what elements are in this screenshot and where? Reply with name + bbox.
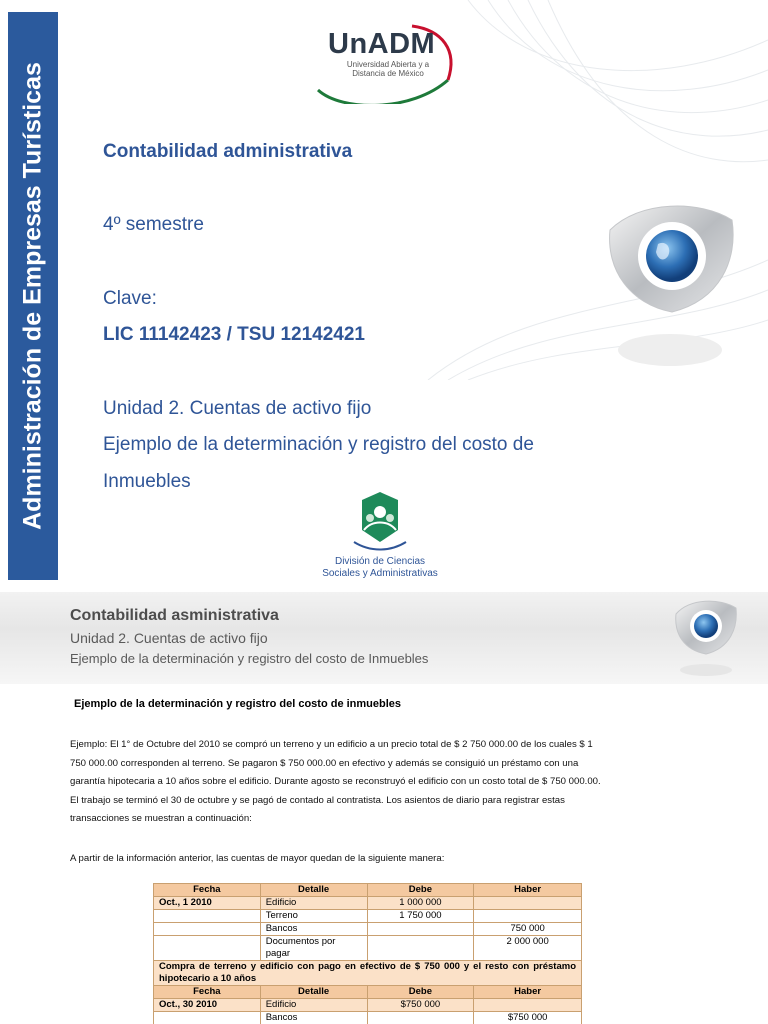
unit-title: Unidad 2. Cuentas de activo fijo bbox=[103, 398, 372, 419]
ledger-table bbox=[153, 883, 582, 1024]
logo-subtitle-line2: Distancia de México bbox=[352, 69, 424, 78]
header-cell: Debe bbox=[367, 884, 474, 897]
example-title-line2: Inmuebles bbox=[103, 471, 191, 492]
table-cell: Oct., 1 2010 bbox=[154, 897, 261, 910]
course-title: Contabilidad administrativa bbox=[103, 141, 353, 162]
table-cell: Bancos bbox=[260, 923, 367, 936]
table-cell: 750 000 bbox=[474, 923, 582, 936]
logo-title: UnADM bbox=[328, 28, 436, 60]
table-cell bbox=[154, 936, 261, 961]
table-cell: 2 000 000 bbox=[474, 936, 582, 961]
table-cell: Bancos bbox=[260, 1012, 367, 1024]
table-cell: Edificio bbox=[260, 897, 367, 910]
table-row bbox=[154, 923, 582, 936]
paragraph-line: El trabajo se terminó el 30 de octubre y se pagó de contado al contratista. Los asientos de diario para registrar estas bbox=[70, 794, 565, 806]
table-header-row bbox=[154, 986, 582, 999]
division-label-line1: División de Ciencias bbox=[334, 556, 426, 567]
table-row bbox=[154, 910, 582, 923]
table-cell: Oct., 30 2010 bbox=[154, 999, 261, 1012]
paragraph-line: transacciones se muestran a continuación: bbox=[70, 813, 252, 825]
table-cell: $750 000 bbox=[367, 999, 474, 1012]
unadm-logo bbox=[312, 20, 460, 104]
table-cell bbox=[474, 910, 582, 923]
table-cell bbox=[474, 897, 582, 910]
table-note-row bbox=[154, 961, 582, 986]
logo-subtitle bbox=[342, 60, 434, 78]
table-cell: $750 000 bbox=[474, 1012, 582, 1024]
logo-subtitle-line1: Universidad Abierta y a bbox=[346, 60, 430, 69]
header-cell: Haber bbox=[474, 986, 582, 999]
intro-paragraph: A partir de la información anterior, las cuentas de mayor quedan de la siguiente manera: bbox=[70, 853, 445, 864]
table-row bbox=[154, 1012, 582, 1024]
table-cell: 1 000 000 bbox=[367, 897, 474, 910]
table-cell: Terreno bbox=[260, 910, 367, 923]
table-cell bbox=[474, 999, 582, 1012]
header-cell: Detalle bbox=[260, 986, 367, 999]
header-cell: Detalle bbox=[260, 884, 367, 897]
header-subtitle: Ejemplo de la determinación y registro del costo de Inmuebles bbox=[70, 651, 429, 666]
table-cell bbox=[154, 910, 261, 923]
table-cell bbox=[367, 1012, 474, 1024]
side-title: Administración de Empresas Turísticas bbox=[18, 62, 47, 530]
table-cell bbox=[367, 936, 474, 961]
table-cell: Edificio bbox=[260, 999, 367, 1012]
table-cell bbox=[154, 1012, 261, 1024]
header-cell: Fecha bbox=[154, 986, 261, 999]
division-label bbox=[300, 556, 460, 580]
section-title: Ejemplo de la determinación y registro del costo de inmuebles bbox=[74, 698, 402, 710]
table-row bbox=[154, 936, 582, 961]
header-globe-icon bbox=[670, 598, 740, 678]
table-cell: 1 750 000 bbox=[367, 910, 474, 923]
example-paragraph bbox=[70, 736, 682, 829]
clave-label: Clave: bbox=[103, 288, 157, 309]
table-header-row bbox=[154, 884, 582, 897]
header-cell: Debe bbox=[367, 986, 474, 999]
paragraph-line: garantía hipotecaria a 10 años sobre el edificio. Durante agosto se reconstruyó el edificio con un costo total de $ 750 000.00. bbox=[70, 776, 601, 788]
table-cell bbox=[154, 923, 261, 936]
table-cell bbox=[367, 923, 474, 936]
table-note: Compra de terreno y edificio con pago en efectivo de $ 750 000 y el resto con préstamo hipotecario a 10 años bbox=[154, 961, 582, 986]
example-title-line1: Ejemplo de la determinación y registro del costo de bbox=[103, 434, 534, 455]
division-label-line2: Sociales y Administrativas bbox=[322, 568, 438, 579]
clave-code: LIC 11142423 / TSU 12142421 bbox=[103, 324, 365, 345]
paragraph-line: Ejemplo: El 1° de Octubre del 2010 se compró un terreno y un edificio a un precio total de $ 2 750 000.00 de los cuales $ 1 bbox=[70, 739, 593, 750]
table-row bbox=[154, 999, 582, 1012]
table-cell: Documentos por pagar bbox=[260, 936, 367, 961]
header-unit: Unidad 2. Cuentas de activo fijo bbox=[70, 630, 268, 646]
table-row bbox=[154, 897, 582, 910]
header-cell: Haber bbox=[474, 884, 582, 897]
header-title: Contabilidad asministrativa bbox=[70, 607, 279, 624]
header-cell: Fecha bbox=[154, 884, 261, 897]
semester: 4º semestre bbox=[103, 214, 204, 235]
globe-emblem-icon bbox=[600, 200, 740, 380]
division-logo-icon bbox=[340, 490, 420, 554]
paragraph-line: 750 000.00 corresponden al terreno. Se pagaron $ 750 000.00 en efectivo y además se consiguió un préstamo con una bbox=[70, 757, 579, 769]
